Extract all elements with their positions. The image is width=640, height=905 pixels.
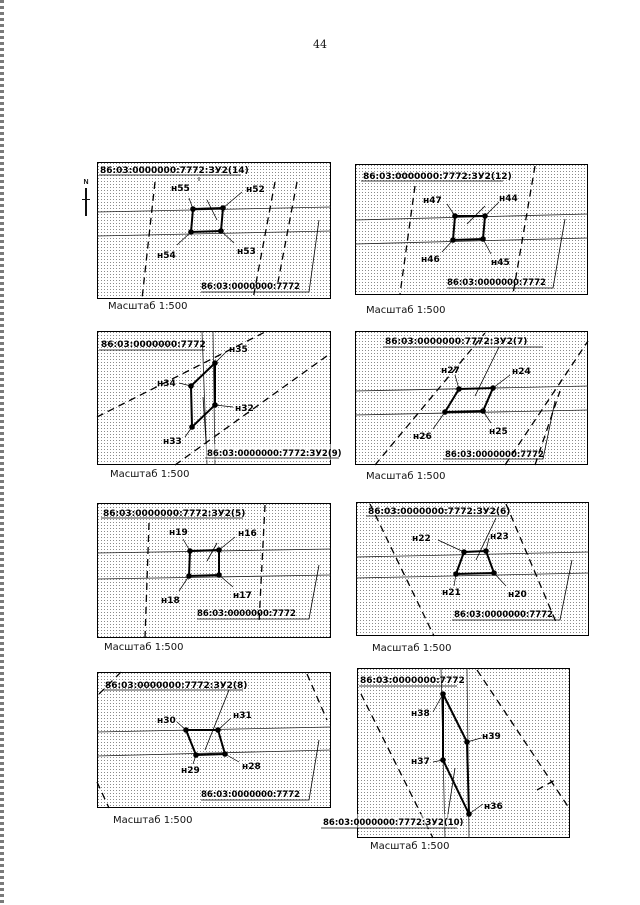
base-label: 86:03:0000000:7772 xyxy=(201,790,300,800)
base-label: 86:03:0000000:7772 xyxy=(360,676,465,686)
vertex-point xyxy=(450,237,456,243)
vertex-point xyxy=(466,811,472,817)
point-label: н30 xyxy=(157,716,176,726)
vertex-point xyxy=(483,548,489,554)
vertex-point xyxy=(440,757,446,763)
point-label: н31 xyxy=(233,711,252,721)
map-frame xyxy=(98,673,331,808)
point-label: н32 xyxy=(235,404,254,414)
point-label: н35 xyxy=(229,345,248,355)
north-arrow-label: N xyxy=(83,179,89,186)
base-label: 86:03:0000000:7772 xyxy=(101,340,206,350)
vertex-point xyxy=(188,229,194,235)
vertex-point xyxy=(183,727,189,733)
vertex-point xyxy=(215,727,221,733)
point-label: н55 xyxy=(171,184,190,194)
scheme-1 xyxy=(97,162,331,299)
scale-label: Масштаб 1:500 xyxy=(110,469,190,480)
point-label: н29 xyxy=(181,766,200,776)
scheme-6-drawing xyxy=(356,502,589,636)
point-label: н25 xyxy=(489,427,508,437)
map-frame xyxy=(356,332,588,465)
point-label: н54 xyxy=(157,251,176,261)
point-label: н27 xyxy=(441,366,460,376)
point-label: н17 xyxy=(233,591,252,601)
point-label: н33 xyxy=(163,437,182,447)
point-label: н36 xyxy=(484,802,503,812)
vertex-point xyxy=(216,572,222,578)
scheme-2 xyxy=(355,164,588,295)
point-label: н37 xyxy=(411,757,430,767)
point-label: н21 xyxy=(442,588,461,598)
map-frame xyxy=(356,165,588,295)
vertex-point xyxy=(482,213,488,219)
scheme-7-drawing xyxy=(97,672,331,808)
vertex-point xyxy=(461,549,467,555)
point-label: н34 xyxy=(157,379,176,389)
point-label: н28 xyxy=(242,762,261,772)
north-arrow xyxy=(79,179,93,219)
point-label: н23 xyxy=(490,532,509,542)
vertex-point xyxy=(186,573,192,579)
vertex-point xyxy=(222,751,228,757)
vertex-point xyxy=(480,236,486,242)
point-label: н39 xyxy=(482,732,501,742)
vertex-point xyxy=(190,206,196,212)
scheme-3-drawing xyxy=(97,331,342,465)
scale-label: Масштаб 1:500 xyxy=(104,642,184,653)
vertex-point xyxy=(453,571,459,577)
vertex-point xyxy=(491,570,497,576)
point-label: н18 xyxy=(161,596,180,606)
vertex-point xyxy=(187,548,193,554)
scheme-2-drawing xyxy=(355,164,588,295)
vertex-point xyxy=(193,752,199,758)
scale-label: Масштаб 1:500 xyxy=(366,471,446,482)
scheme-5 xyxy=(97,503,331,638)
vertex-point xyxy=(188,383,194,389)
scale-label: Масштаб 1:500 xyxy=(113,815,193,826)
north-arrow-bar-icon xyxy=(82,199,90,200)
scale-label: Масштаб 1:500 xyxy=(108,301,188,312)
vertex-point xyxy=(220,205,226,211)
vertex-point xyxy=(464,739,470,745)
point-label: н24 xyxy=(512,367,531,377)
scheme-4 xyxy=(355,331,588,465)
vertex-point xyxy=(490,385,496,391)
scale-label: Масштаб 1:500 xyxy=(372,643,452,654)
scheme-5-drawing xyxy=(97,503,331,638)
point-label: н53 xyxy=(237,247,256,257)
base-label: 86:03:0000000:7772 xyxy=(454,610,553,620)
base-label: 86:03:0000000:7772 xyxy=(201,282,300,292)
scale-label: Масштаб 1:500 xyxy=(366,305,446,316)
scheme-4-drawing xyxy=(355,331,588,465)
parcel-label: 86:03:0000000:7772:ЗУ2(12) xyxy=(363,172,512,182)
vertex-point xyxy=(440,691,446,697)
vertex-point xyxy=(189,424,195,430)
point-label: н47 xyxy=(423,196,442,206)
point-label: н16 xyxy=(238,529,257,539)
vertex-point xyxy=(452,213,458,219)
scheme-7 xyxy=(97,672,331,808)
parcel-label: 86:03:0000000:7772:ЗУ2(6) xyxy=(368,507,511,517)
point-label: н19 xyxy=(169,528,188,538)
base-label: 86:03:0000000:7772 xyxy=(197,609,296,619)
parcel-label: 86:03:0000000:7772:ЗУ2(8) xyxy=(105,681,248,691)
point-label: н44 xyxy=(499,194,518,204)
north-arrow-shaft-icon xyxy=(85,188,87,216)
scheme-1-drawing xyxy=(97,162,331,299)
vertex-point xyxy=(480,408,486,414)
vertex-point xyxy=(456,386,462,392)
parcel-label: 86:03:0000000:7772:ЗУ2(5) xyxy=(103,509,246,519)
scan-left-edge xyxy=(0,0,4,905)
point-label: н46 xyxy=(421,255,440,265)
base-label: 86:03:0000000:7772 xyxy=(447,278,546,288)
scheme-6 xyxy=(356,502,589,636)
scale-label: Масштаб 1:500 xyxy=(370,841,450,852)
point-label: н38 xyxy=(411,709,430,719)
scheme-8-parcel-label-drawing xyxy=(321,812,464,830)
scheme-3 xyxy=(97,331,342,465)
point-label: н52 xyxy=(246,185,265,195)
point-label: н20 xyxy=(508,590,527,600)
point-label: н45 xyxy=(491,258,510,268)
page-number: 44 xyxy=(313,38,327,51)
parcel-label: 86:03:0000000:7772:ЗУ2(10) xyxy=(323,818,464,828)
vertex-point xyxy=(216,547,222,553)
vertex-point xyxy=(218,228,224,234)
parcel-label: 86:03:0000000:7772:ЗУ2(14) xyxy=(100,166,249,176)
point-label: н26 xyxy=(413,432,432,442)
vertex-point xyxy=(442,409,448,415)
vertex-point xyxy=(212,360,218,366)
scheme-8-parcel-label-box xyxy=(321,812,464,830)
vertex-point xyxy=(212,402,218,408)
parcel-label: 86:03:0000000:7772:ЗУ2(9) xyxy=(207,449,342,459)
base-label: 86:03:0000000:7772 xyxy=(445,450,544,460)
point-label: н22 xyxy=(412,534,431,544)
parcel-label: 86:03:0000000:7772:ЗУ2(7) xyxy=(385,337,528,347)
